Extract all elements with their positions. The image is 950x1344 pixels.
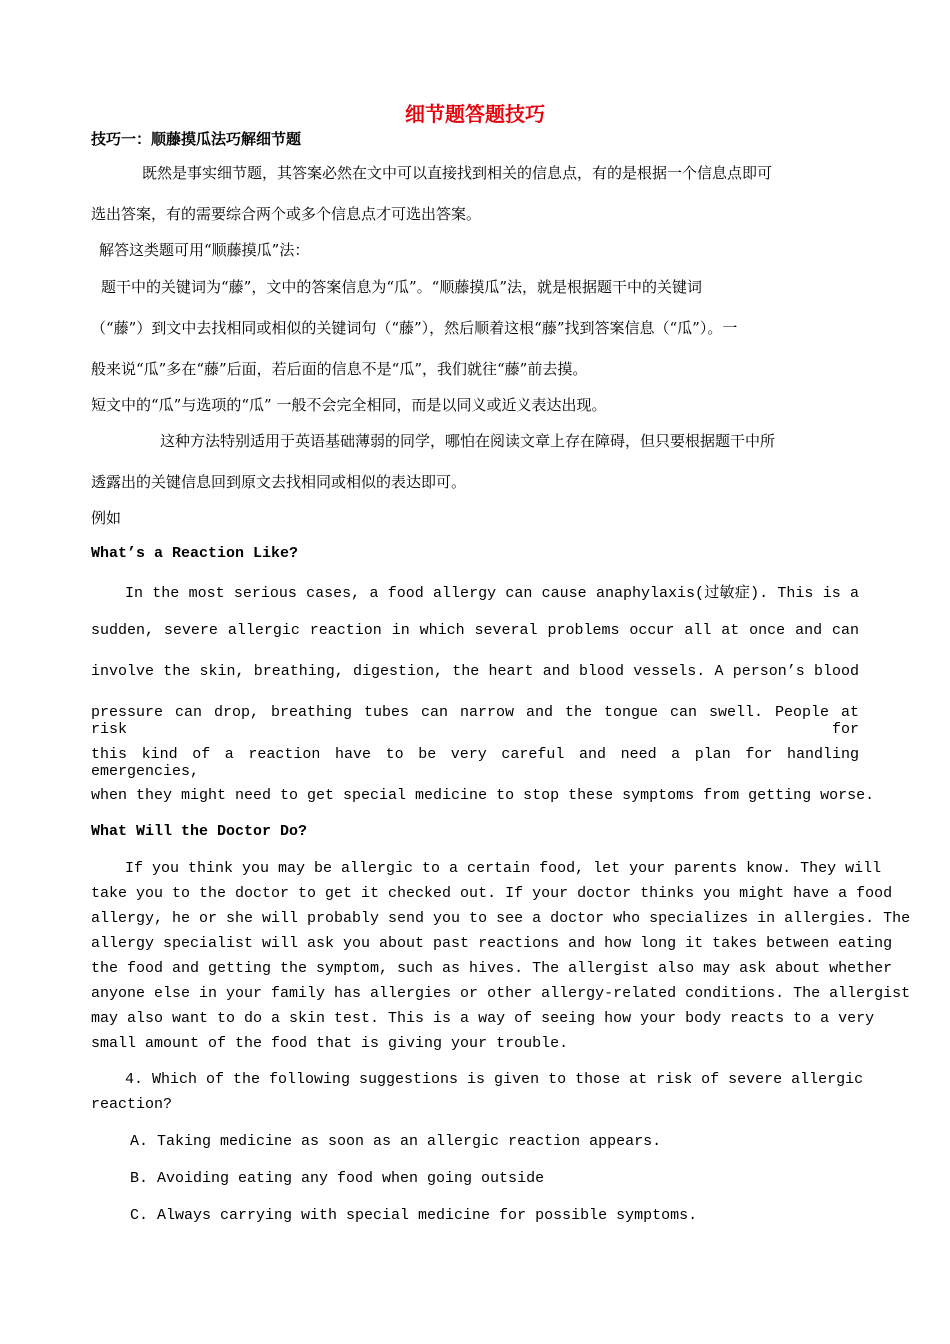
example-label: 例如 xyxy=(91,509,122,527)
passage-line: If you think you may be allergic to a certain food, let your parents know. They will xyxy=(125,860,882,877)
option-c: C. Always carrying with special medicine for possible symptoms. xyxy=(130,1207,698,1224)
passage-line: when they might need to get special medicine to stop these symptoms from getting worse. xyxy=(91,787,875,804)
passage-line: the food and getting the symptom, such as hives. The allergist also may ask about whether xyxy=(91,960,893,977)
option-b: B. Avoiding eating any food when going outside xyxy=(130,1170,545,1187)
technique-heading: 技巧一：顺藤摸瓜法巧解细节题 xyxy=(91,130,302,148)
option-a: A. Taking medicine as soon as an allergic reaction appears. xyxy=(130,1133,662,1150)
intro-paragraph-line: 选出答案，有的需要综合两个或多个信息点才可选出答案。 xyxy=(91,205,482,223)
passage-line: this kind of a reaction have to be very careful and need a plan for handling emergencies, xyxy=(91,746,859,780)
page-title: 细节题答题技巧 xyxy=(405,102,545,126)
intro-paragraph-line: 这种方法特别适用于英语基础薄弱的同学，哪怕在阅读文章上存在障碍，但只要根据题干中所 xyxy=(160,432,776,450)
passage-line: allergy, he or she will probably send you to see a doctor who specializes in allergies. The xyxy=(91,910,911,927)
passage-line: allergy specialist will ask you about past reactions and how long it takes between eating xyxy=(91,935,893,952)
passage-line: pressure can drop, breathing tubes can narrow and the tongue can swell. People at risk for xyxy=(91,704,859,738)
passage-line: sudden, severe allergic reaction in which several problems occur all at once and can xyxy=(91,622,859,639)
intro-paragraph-line: 透露出的关键信息回到原文去找相同或相似的表达即可。 xyxy=(91,473,467,491)
passage-line: take you to the doctor to get it checked out. If your doctor thinks you might have a food xyxy=(91,885,893,902)
intro-paragraph: 短文中的“瓜”与选项的“瓜” 一般不会完全相同，而是以同义或近义表达出现。 xyxy=(91,396,607,414)
intro-paragraph-line: 般来说“瓜”多在“藤”后面，若后面的信息不是“瓜”，我们就往“藤”前去摸。 xyxy=(91,360,588,378)
passage-line: In the most serious cases, a food allergy can cause anaphylaxis(过敏症). This is a xyxy=(125,585,859,602)
intro-paragraph-line: 既然是事实细节题，其答案必然在文中可以直接找到相关的信息点，有的是根据一个信息点即可 xyxy=(142,164,773,182)
intro-paragraph-line: （“藤”）到文中去找相同或相似的关键词句（“藤”），然后顺着这根“藤”找到答案信息（“瓜”）。一 xyxy=(91,319,738,337)
passage-line: anyone else in your family has allergies or other allergy-related conditions. The allergist xyxy=(91,985,911,1002)
passage-line: involve the skin, breathing, digestion, the heart and blood vessels. A person’s blood xyxy=(91,663,859,680)
question-stem: 4. Which of the following suggestions is given to those at risk of severe allergic xyxy=(125,1071,864,1088)
question-stem: reaction? xyxy=(91,1096,173,1113)
section-heading: What Will the Doctor Do? xyxy=(91,823,308,840)
intro-paragraph-line: 题干中的关键词为“藤”，文中的答案信息为“瓜”。“顺藤摸瓜”法，就是根据题干中的关键词 xyxy=(101,278,703,296)
section-heading: What’s a Reaction Like? xyxy=(91,545,299,562)
intro-paragraph: 解答这类题可用“顺藤摸瓜”法： xyxy=(99,241,310,259)
passage-line: small amount of the food that is giving your trouble. xyxy=(91,1035,569,1052)
passage-line: may also want to do a skin test. This is a way of seeing how your body reacts to a very xyxy=(91,1010,875,1027)
